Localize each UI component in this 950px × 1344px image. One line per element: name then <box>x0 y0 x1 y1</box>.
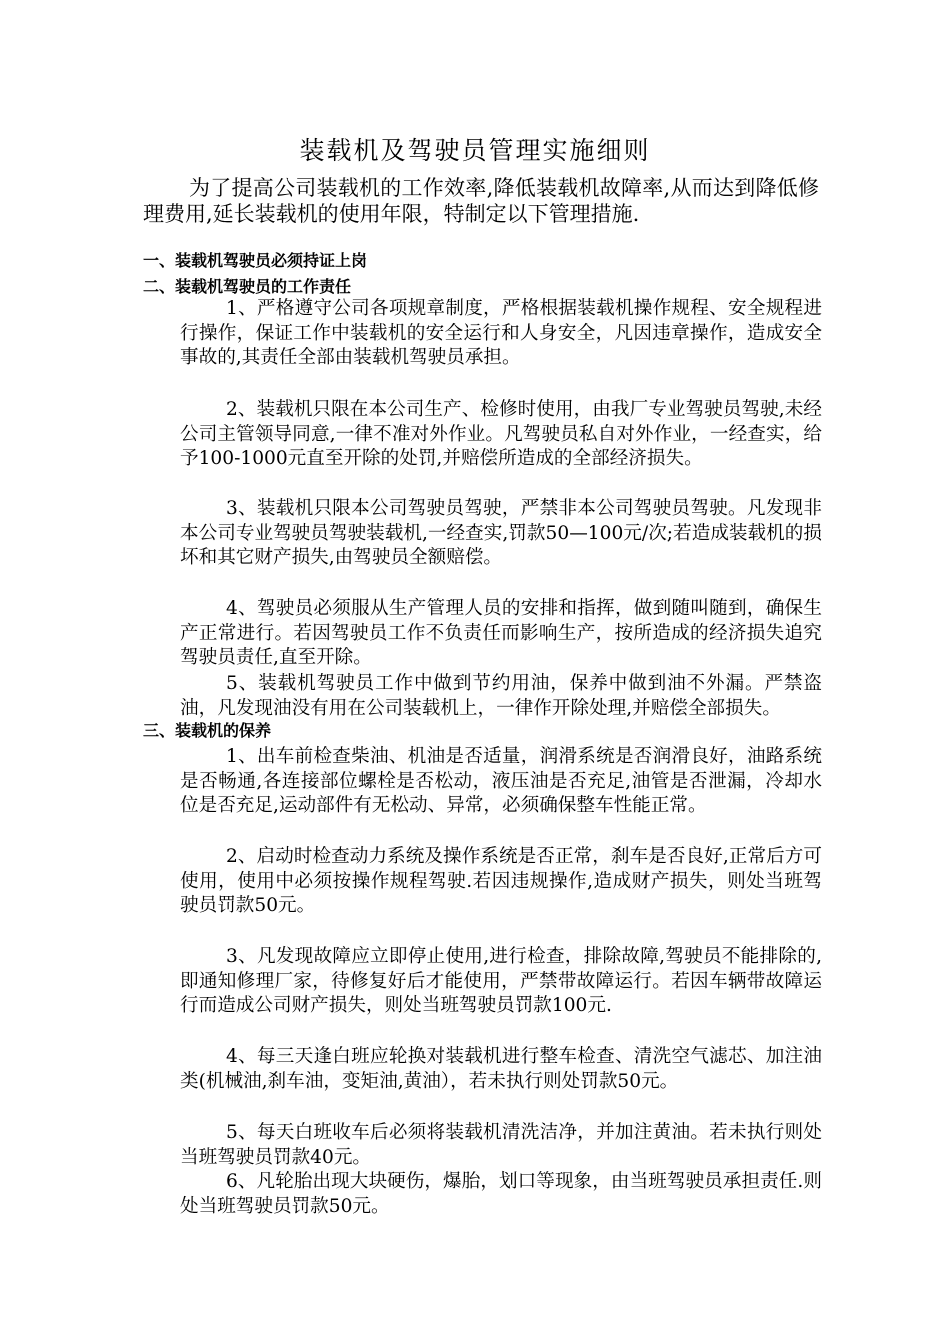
section-2-item-1: 1、严格遵守公司各项规章制度，严格根据装载机操作规程、安全规程进行操作，保证工作中装载机的安全运行和人身安全，凡因违章操作，造成安全事故的,其责任全部由装载机驾驶员承担。 <box>180 298 822 368</box>
section-2-item-3: 3、装载机只限本公司驾驶员驾驶，严禁非本公司驾驶员驾驶。凡发现非本公司专业驾驶员驾驶装载机,一经查实,罚款50—100元/次;若造成装载机的损坏和其它财产损失,由驾驶员全额赔偿。 <box>180 498 822 568</box>
section-heading-3: 三、装载机的保养 <box>143 721 272 740</box>
section-heading-1: 一、装载机驾驶员必须持证上岗 <box>143 251 368 270</box>
section-3-item-6: 6、凡轮胎出现大块硬伤，爆胎，划口等现象，由当班驾驶员承担责任.则处当班驾驶员罚款50元。 <box>180 1171 822 1217</box>
section-3-item-4: 4、每三天逢白班应轮换对装载机进行整车检查、清洗空气滤芯、加注油类(机械油,刹车油，变矩油,黄油），若未执行则处罚款50元。 <box>180 1046 822 1092</box>
section-2-item-4: 4、驾驶员必须服从生产管理人员的安排和指挥，做到随叫随到，确保生产正常进行。若因驾驶员工作不负责任而影响生产，按所造成的经济损失追究驾驶员责任,直至开除。 <box>180 598 822 668</box>
section-3-item-3: 3、凡发现故障应立即停止使用,进行检查，排除故障,驾驶员不能排除的,即通知修理厂家，待修复好后才能使用，严禁带故障运行。若因车辆带故障运行而造成公司财产损失，则处当班驾驶员罚款100元. <box>180 946 822 1016</box>
section-3-item-2: 2、启动时检查动力系统及操作系统是否正常，刹车是否良好,正常后方可使用，使用中必须按操作规程驾驶.若因违规操作,造成财产损失，则处当班驾驶员罚款50元。 <box>180 846 822 916</box>
section-3-item-1: 1、出车前检查柴油、机油是否适量，润滑系统是否润滑良好，油路系统是否畅通,各连接部位螺栓是否松动，液压油是否充足,油管是否泄漏，冷却水位是否充足,运动部件有无松动、异常，必须确保整车性能正常。 <box>180 746 822 816</box>
section-2-item-5: 5、装载机驾驶员工作中做到节约用油，保养中做到油不外漏。严禁盗油，凡发现油没有用在公司装载机上，一律作开除处理,并赔偿全部损失。 <box>180 673 822 719</box>
section-3-item-5: 5、每天白班收车后必须将装载机清洗洁净，并加注黄油。若未执行则处当班驾驶员罚款40元。 <box>180 1122 822 1168</box>
intro-paragraph: 为了提高公司装载机的工作效率,降低装载机故障率,从而达到降低修理费用,延长装载机的使用年限，特制定以下管理措施. <box>143 176 819 226</box>
section-heading-2: 二、装载机驾驶员的工作责任 <box>143 277 352 296</box>
document-title: 装载机及驾驶员管理实施细则 <box>299 136 651 165</box>
section-2-item-2: 2、装载机只限在本公司生产、检修时使用，由我厂专业驾驶员驾驶,未经公司主管领导同意,一律不准对外作业。凡驾驶员私自对外作业，一经查实，给予100-1000元直至开除的处罚,并赔偿所造成的全部经济损失。 <box>180 399 822 469</box>
